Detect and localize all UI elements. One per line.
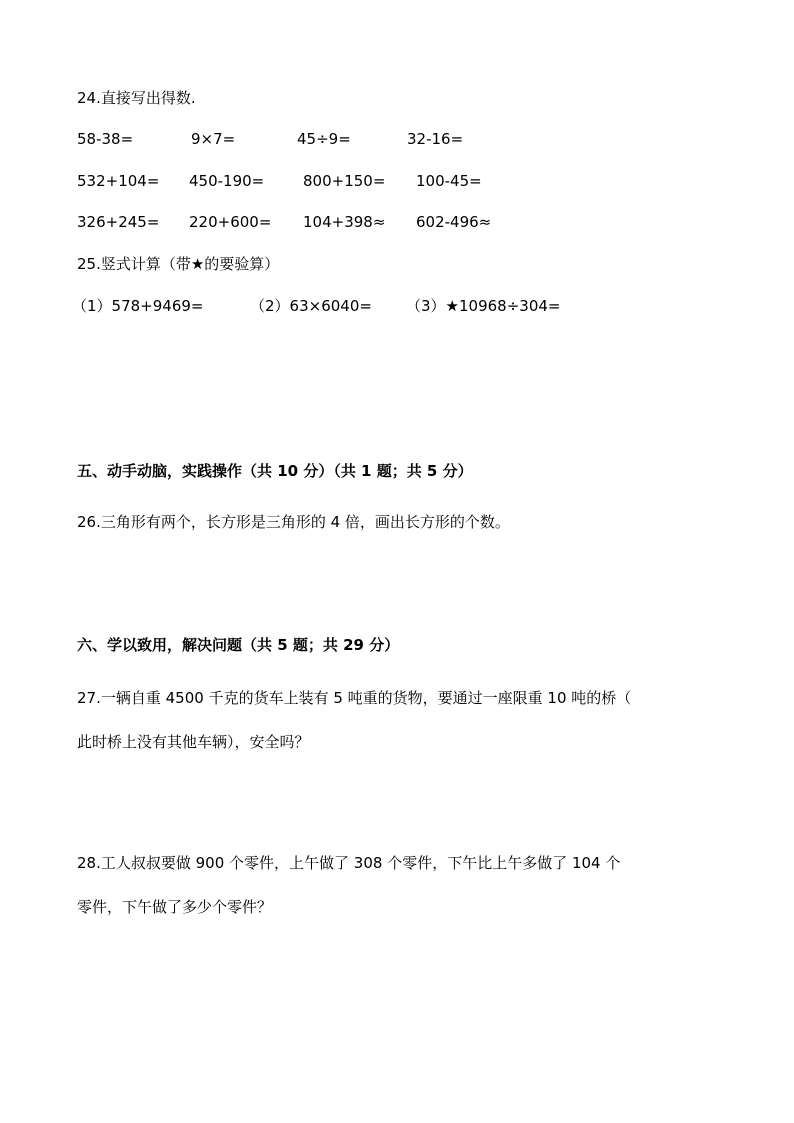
section-5-heading: 五、动手动脑，实践操作（共 10 分）（共 1 题；共 5 分）	[77, 462, 473, 480]
q24-problem: 100-45=	[416, 172, 482, 190]
q28-text-line-1: 28.工人叔叔要做 900 个零件，上午做了 308 个零件，下午比上午多做了 104 个	[77, 854, 621, 872]
q25-item: （1）578+9469=	[72, 297, 204, 315]
q24-problem: 45÷9=	[297, 130, 351, 148]
section-6-heading: 六、学以致用，解决问题（共 5 题；共 29 分）	[77, 636, 400, 654]
q24-problem: 532+104=	[77, 172, 160, 190]
q27-text-line-1: 27.一辆自重 4500 千克的货车上装有 5 吨重的货物，要通过一座限重 10 吨的桥（	[77, 689, 632, 707]
q24-problem: 602-496≈	[416, 213, 492, 231]
q27-text-line-2: 此时桥上没有其他车辆），安全吗？	[77, 733, 310, 751]
q24-problem: 9×7=	[191, 130, 236, 148]
q24-problem: 32-16=	[407, 130, 464, 148]
q26-text: 26.三角形有两个，长方形是三角形的 4 倍，画出长方形的个数。	[77, 513, 510, 531]
q28-text-line-2: 零件，下午做了多少个零件？	[77, 898, 273, 916]
q24-problem: 326+245=	[77, 213, 160, 231]
q25-title: 25.竖式计算（带★的要验算）	[77, 255, 280, 273]
q24-problem: 104+398≈	[303, 213, 386, 231]
q25-item: （2）63×6040=	[250, 297, 372, 315]
q24-problem: 800+150=	[303, 172, 386, 190]
q24-problem: 58-38=	[77, 130, 134, 148]
q24-problem: 220+600=	[189, 213, 272, 231]
q24-title: 24.直接写出得数.	[77, 89, 196, 107]
q25-item: （3）★10968÷304=	[406, 297, 561, 315]
q24-problem: 450-190=	[189, 172, 265, 190]
